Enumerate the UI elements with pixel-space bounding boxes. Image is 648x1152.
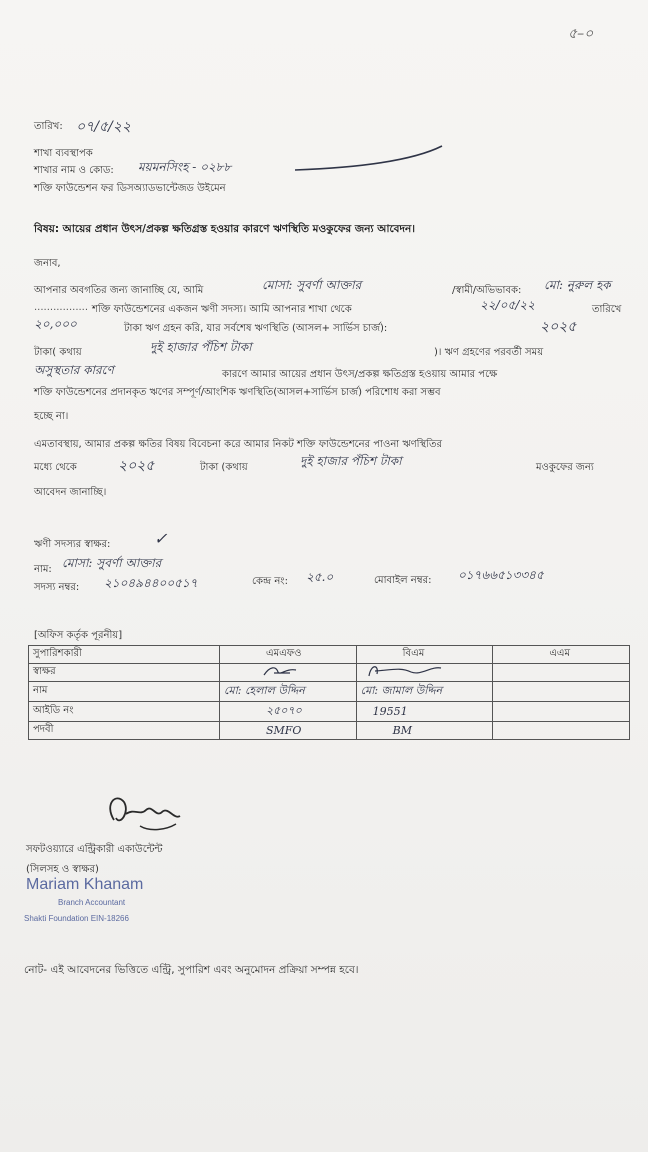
accountant-line-1: সফটওয়্যারে এন্ট্রিকারী একাউন্টেন্ট bbox=[26, 844, 163, 855]
footer-note: নোট- এই আবেদনের ভিত্তিতে এন্ট্রি, সুপারিশ এবং অনুমোদন প্রক্রিয়া সম্পন্ন হবে। bbox=[24, 964, 359, 976]
borrower-sig-mark: ✓ bbox=[154, 529, 168, 548]
member-name-filled: মোসা: সুবর্ণা আক্তার bbox=[262, 278, 362, 292]
bm-signature bbox=[361, 664, 481, 678]
header-mfo: এমএফও bbox=[220, 646, 357, 664]
waive-amount-filled: ২০২৫ bbox=[118, 458, 155, 474]
header-bm: বিএম bbox=[356, 646, 493, 664]
stamp-role: Branch Accountant bbox=[58, 898, 126, 907]
header-recommender: সুপারিশকারী bbox=[29, 646, 220, 664]
am-name bbox=[493, 682, 630, 702]
bm-id: 19551 bbox=[356, 702, 493, 722]
mfo-signature bbox=[224, 664, 344, 678]
date-label: তারিখ: bbox=[34, 121, 63, 132]
body-l1-b: /স্বামী/অভিভাবক: bbox=[452, 285, 522, 296]
member-no-label: সদস্য নম্বর: bbox=[34, 582, 80, 593]
recipient-line-3: শক্তি ফাউন্ডেশন ফর ডিসঅ্যাডভান্টেজড উইমেন bbox=[34, 183, 226, 194]
mfo-name: মো: হেলাল উদ্দিন bbox=[220, 682, 357, 702]
table-row bbox=[29, 722, 630, 740]
branch-underline-stroke bbox=[290, 138, 450, 178]
salutation: জনাব, bbox=[34, 258, 61, 269]
row-label-name: নাম bbox=[29, 682, 220, 702]
p2-l2-b: টাকা (কথায় bbox=[200, 462, 248, 473]
body-l1-a: আপনার অবগতির জন্য জানাচ্ছি যে, আমি bbox=[34, 285, 204, 296]
office-table bbox=[28, 645, 630, 740]
body-l2-a: শক্তি ফাউন্ডেশনের একজন ঋণী সদস্য। আমি আপনার শাখা থেকে bbox=[92, 304, 352, 315]
header-am: এএম bbox=[493, 646, 630, 664]
am-designation bbox=[493, 722, 630, 740]
table-row bbox=[29, 682, 630, 702]
page-marker: ৫–০ bbox=[568, 26, 594, 42]
bm-designation: BM bbox=[356, 722, 493, 740]
borrower-name-value: মোসা: সুবর্ণা আক্তার bbox=[62, 556, 162, 570]
p2-l1: এমতাবস্থায়, আমার প্রকল্প ক্ষতির বিষয় বিবেচনা করে আমার নিকট শক্তি ফাউন্ডেশনের পাওনা ঋণস্থিতির bbox=[34, 439, 443, 450]
body-l4-a: টাকা( কথায় bbox=[34, 347, 82, 358]
stamp-name: Mariam Khanam bbox=[26, 876, 144, 893]
p2-l3: আবেদন জানাচ্ছি। bbox=[34, 487, 107, 498]
office-caption: [অফিস কর্তৃক পূরনীয়] bbox=[34, 630, 123, 641]
accountant-signature bbox=[100, 790, 190, 838]
guardian-name-filled: মো: নুরুল হক bbox=[544, 278, 611, 292]
member-no-value: ২১০৪৯৪৪০০৫১৭ bbox=[104, 576, 198, 590]
row-label-designation: পদবী bbox=[29, 722, 220, 740]
accountant-line-2: (সিলসহ ও স্বাক্ষর) bbox=[26, 864, 99, 875]
table-row bbox=[29, 702, 630, 722]
body-l2-b: তারিখে bbox=[592, 304, 622, 315]
bm-signature-cell bbox=[356, 664, 493, 682]
loan-date-filled: ২২/০৫/২২ bbox=[480, 298, 535, 312]
center-value: ২৫.০ bbox=[306, 570, 334, 584]
body-l4-b: )। ঋণ গ্রহণের পরবর্তী সময় bbox=[434, 347, 544, 358]
borrower-name-label: নাম: bbox=[34, 564, 52, 575]
recipient-line-2-label: শাখার নাম ও কোড: bbox=[34, 165, 114, 176]
mobile-label: মোবাইল নম্বর: bbox=[374, 575, 432, 586]
subject-line: বিষয়: আয়ের প্রধান উৎস/প্রকল্প ক্ষতিগ্রস্ত হওয়ার কারণে ঋণস্থিতি মওকুফের জন্য আবেদন। bbox=[34, 223, 416, 235]
mfo-designation: SMFO bbox=[220, 722, 357, 740]
recipient-line-1: শাখা ব্যবস্থাপক bbox=[34, 148, 93, 159]
body-l6: শক্তি ফাউন্ডেশনের প্রদানকৃত ঋণের সম্পূর্ণ/আংশিক ঋণস্থিতি(আসল+সার্ভিস চার্জ) পরিশোধ করা সম্ভব bbox=[34, 387, 441, 398]
bm-name: মো: জামাল উদ্দিন bbox=[356, 682, 493, 702]
loan-amount-filled: ২০,০০০ bbox=[34, 317, 77, 331]
mobile-value: ০১৭৬৬৫১৩৩৪৫ bbox=[458, 568, 544, 582]
row-label-id: আইডি নং bbox=[29, 702, 220, 722]
body-l7: হচ্ছে না। bbox=[34, 411, 69, 422]
branch-name-code: ময়মনসিংহ - ০২৮৮ bbox=[138, 160, 232, 174]
mfo-id: ২৫০৭০ bbox=[220, 702, 357, 722]
row-label-signature: স্বাক্ষর bbox=[29, 664, 220, 682]
p2-l2-a: মধ্যে থেকে bbox=[34, 462, 77, 473]
stamp-org: Shakti Foundation EIN-18266 bbox=[24, 914, 129, 923]
p2-l2-c: মওকুফের জন্য bbox=[536, 462, 594, 473]
am-signature-cell bbox=[493, 664, 630, 682]
body-l3-a: টাকা ঋণ গ্রহন করি, যার সর্বশেষ ঋণস্থিতি (আসল+ সার্ভিস চার্জ): bbox=[124, 323, 388, 334]
outstanding-words-filled: দুই হাজার পঁচিশ টাকা bbox=[150, 340, 252, 354]
center-label: কেন্দ্র নং: bbox=[252, 576, 288, 587]
reason-filled: অসুস্থতার কারণে bbox=[34, 363, 114, 377]
waive-words-filled: দুই হাজার পঁচিশ টাকা bbox=[300, 454, 402, 468]
table-row bbox=[29, 664, 630, 682]
body-l2-dots: ................. bbox=[34, 302, 89, 313]
mfo-signature-cell bbox=[220, 664, 357, 682]
office-table-header bbox=[29, 646, 630, 664]
body-l5-a: কারণে আমার আয়ের প্রধান উৎস/প্রকল্প ক্ষতিগ্রস্ত হওয়ায় আমার পক্ষে bbox=[222, 369, 498, 380]
date-value: ০৭/৫/২২ bbox=[76, 119, 131, 135]
am-id bbox=[493, 702, 630, 722]
outstanding-filled: ২০২৫ bbox=[540, 319, 577, 335]
borrower-sig-label: ঋণী সদস্যর স্বাক্ষর: bbox=[34, 539, 111, 550]
